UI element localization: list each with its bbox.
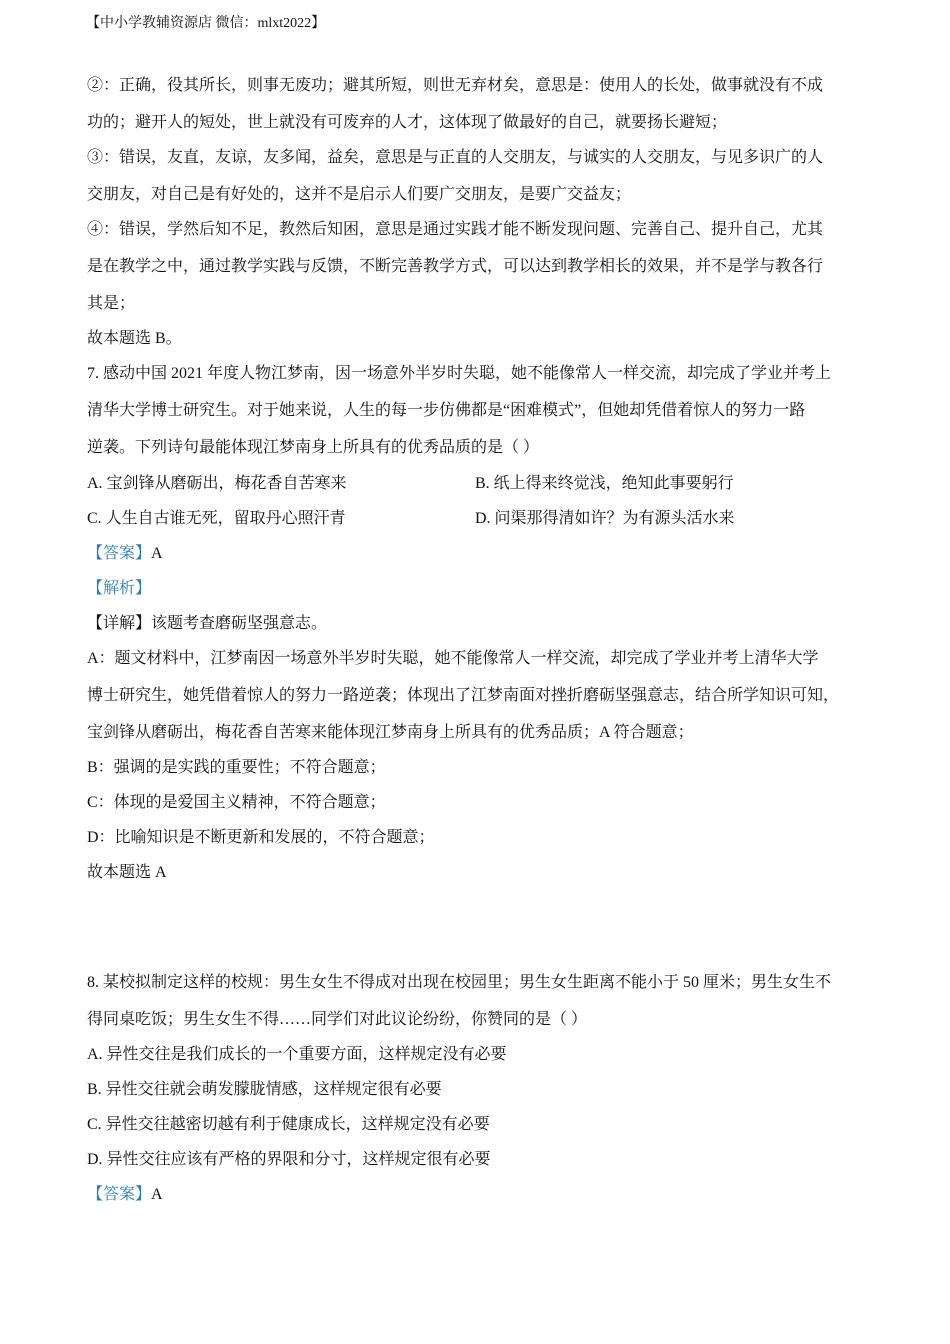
option-b: B. 纸上得来终觉浅，绝知此事要躬行 <box>475 475 734 492</box>
analysis-line: 交朋友，对自己是有好处的，这并不是启示人们要广交朋友，是要广交益友； <box>87 186 632 203</box>
analysis-label: 【解析】 <box>87 580 152 597</box>
question-7-stem: 清华大学博士研究生。对于她来说，人生的每一步仿佛都是“困难模式”，但她却凭借着惊人的努力一路 <box>87 402 806 419</box>
question-7-stem: 逆袭。下列诗句最能体现江梦南身上所具有的优秀品质的是（ ） <box>87 439 540 456</box>
detail-line <box>87 614 877 634</box>
answer-label: 【答案】 <box>87 545 152 562</box>
analysis-line: ②：正确，役其所长，则事无废功；避其所短，则世无弃材矣，意思是：使用人的长处，做事就没有不成 <box>87 77 824 94</box>
explanation-b: B：强调的是实践的重要性；不符合题意； <box>87 759 386 776</box>
analysis-line: 功的；避开人的短处，世上就没有可废弃的人才，这体现了做最好的自己，就要扬长避短； <box>87 114 728 131</box>
analysis-line: ④：错误，学然后知不足，教然后知困，意思是通过实践才能不断发现问题、完善自己、提升自己，尤其 <box>87 221 824 238</box>
explanation-d: D：比喻知识是不断更新和发展的，不符合题意； <box>87 829 435 846</box>
answer-line <box>87 1185 877 1205</box>
question-8-stem: 得同桌吃饭；男生女生不得……同学们对此议论纷纷，你赞同的是（ ） <box>87 1011 588 1028</box>
analysis-line: ③：错误，友直，友谅，友多闻，益矣，意思是与正直的人交朋友，与诚实的人交朋友，与见多识广的人 <box>87 149 824 166</box>
option-c: C. 人生自古谁无死，留取丹心照汗青 <box>87 510 346 527</box>
explanation-c: C：体现的是爱国主义精神，不符合题意； <box>87 794 386 811</box>
answer-value: A <box>151 545 163 562</box>
conclusion: 故本题选 A <box>87 864 167 881</box>
analysis-line: 其是； <box>87 295 136 312</box>
answer-label: 【答案】 <box>87 1186 152 1203</box>
answer-value: A <box>151 1186 163 1203</box>
analysis-line: 是在教学之中，通过教学实践与反馈，不断完善教学方式，可以达到教学相长的效果，并不是学与教各行 <box>87 258 824 275</box>
detail-text: 该题考查磨砺坚强意志。 <box>151 615 328 632</box>
question-7-stem: 7. 感动中国 2021 年度人物江梦南，因一场意外半岁时失聪，她不能像常人一样交流，却完成了学业并考上 <box>87 365 832 382</box>
answer-line <box>87 544 877 564</box>
page-header: 【中小学教辅资源店 微信：mlxt2022】 <box>86 16 326 31</box>
detail-label: 【详解】 <box>87 615 152 632</box>
option-b: B. 异性交往就会萌发朦胧情感，这样规定很有必要 <box>87 1081 442 1098</box>
explanation-a: 宝剑锋从磨砺出，梅花香自苦寒来能体现江梦南身上所具有的优秀品质；A 符合题意； <box>87 724 694 741</box>
conclusion: 故本题选 B。 <box>87 330 182 347</box>
question-8-stem: 8. 某校拟制定这样的校规：男生女生不得成对出现在校园里；男生女生距离不能小于 50 厘米；男生女生不 <box>87 974 832 991</box>
option-c: C. 异性交往越密切越有利于健康成长，这样规定没有必要 <box>87 1116 490 1133</box>
option-d: D. 异性交往应该有严格的界限和分寸，这样规定很有必要 <box>87 1151 491 1168</box>
explanation-a: A：题文材料中，江梦南因一场意外半岁时失聪，她不能像常人一样交流，却完成了学业并考上清华大学 <box>87 650 819 667</box>
option-a: A. 宝剑锋从磨砺出，梅花香自苦寒来 <box>87 475 347 492</box>
explanation-a: 博士研究生，她凭借着惊人的努力一路逆袭；体现出了江梦南面对挫折磨砺坚强意志，结合所学知识可知， <box>87 687 840 704</box>
option-d: D. 问渠那得清如许？为有源头活水来 <box>475 510 735 527</box>
option-a: A. 异性交往是我们成长的一个重要方面，这样规定没有必要 <box>87 1046 507 1063</box>
